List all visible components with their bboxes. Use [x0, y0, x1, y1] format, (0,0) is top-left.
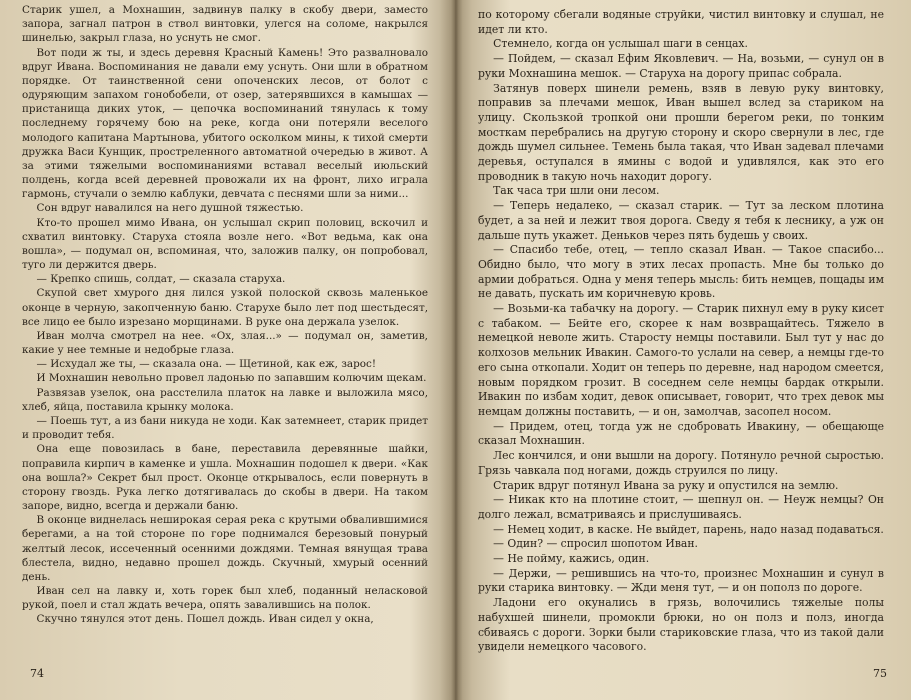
paragraph: Скупой свет хмурого дня лился узкой полоской сквозь маленькое оконце в черную, закопченную баню. Старухе было лет под шестьдесят, все лицо ее было изрезано морщинами. В руке она держала узелок. — [22, 287, 428, 328]
paragraph: — Пойдем, — сказал Ефим Яковлевич. — На, возьми, — сунул он в руки Мохнашина мешок. — Старуха на дорогу припас собрала. — [478, 52, 884, 80]
paragraph: — Придем, отец, тогда уж не сдобровать Ивакину, — обещающе сказал Мохнашин. — [478, 419, 884, 448]
paragraph: В оконце виднелась неширокая серая река с крутыми обвалившимися берегами, а на той стороне по горе поднимался березовый понурый желтый лесок, иссеченный осенними дождями. Темная вянущая трава блестела, видно, недавно прошел дождь. Скучный, хмурый осенний день. — [22, 514, 428, 583]
paragraph: Сон вдруг навалился на него душной тяжестью. — [36, 202, 304, 215]
right-page — [456, 0, 911, 700]
paragraph: Иван сел на лавку и, хоть горек был хлеб, поданный неласковой рукой, поел и стал ждать вечера, опять завалившись на полок. — [22, 585, 428, 612]
paragraph: Вот поди ж ты, и здесь деревня Красный Камень! Это развалновало вдруг Ивана. Воспоминания не давали ему уснуть. Они шли в обратном порядке. От таинственной сени опоченских лесов, от болот с одуряющим запахом гонобобели, от озер, затерявшихся в камышах — пристанища диких уток, — цепочка воспоминаний тянулась к тому последнему горячему бою на реке, когда они потеряли веселого молодого капитана Мартынова, убитого осколком мины, к тихой смерти дружка Васи Кунщик, простреленного автоматной очередью в живот. А за этими тяжелыми воспоминаниями вставал веселый июльский полдень, когда всей деревней провожали их на фронт, лихо играла гармонь, стучали о землю каблуки, девчата с песнями шли за ними... — [22, 46, 428, 201]
paragraph: Стемнело, когда он услышал шаги в сенцах. — [493, 37, 748, 51]
paragraph: И Мохнашин невольно провел ладонью по запавшим колючим щекам. — [36, 372, 427, 385]
paragraph: по которому сбегали водяные струйки, чистил винтовку и слушал, не идет ли кто. — [478, 8, 884, 36]
paragraph: — Исхудал же ты, — сказала она. — Щетиной, как еж, зарос! — [36, 358, 377, 371]
paragraph: — Возьми-ка табачку на дорогу. — Старик пихнул ему в руку кисет с табаком. — Бейте его, скорее к нам возвращайтесь. Тяжело в немецкой неволе жить. Старосту немцы поставили. Был тут у нас до колхозов мельник Ивакин. Самого-то услали на север, а немцы где-то его сына откопали. Ходит он теперь по деревне, над народом смеется, новым порядком грозит. В соседнем селе немцы бардак открыли. Ивакин по избам ходит, девок описывает, говорит, что трех девок мы немцам должны поставить, — и он, замолчав, засопел носом. — [478, 302, 884, 418]
paragraph: Затянув поверх шинели ремень, взяв в левую руку винтовку, поправив за плечами мешок, Иван вышел вслед за стариком на улицу. Скользкой тропкой они прошли берегом реки, по тонким мосткам перебрались на другую сторону и скоро свернули в лес, где дождь шумел сильнее. Темень была такая, что Иван задевал плечами деревья, оступался в ямины с водой и удивлялся, как это его проводник в такую ночь находит дорогу. — [478, 81, 884, 183]
paragraph: — Никак кто на плотине стоит, — шепнул он. — Неуж немцы? Он долго лежал, всматриваясь и прислушиваясь. — [478, 493, 884, 521]
paragraph: — Один? — спросил шопотом Иван. — [493, 537, 698, 551]
paragraph: Лес кончился, и они вышли на дорогу. Потянуло речной сыростью. Грязь чавкала под ногами, дождь струился по лицу. — [478, 449, 884, 477]
right-page-text — [478, 8, 884, 655]
paragraph: Кто-то прошел мимо Ивана, он услышал скрип половиц, вскочил и схватил винтовку. Старуха стояла возле него. «Вот ведьма, как она вошла», — подумал он, вспоминая, что, заложив палку, он попробовал, туго ли держится дверь. — [22, 216, 428, 272]
left-page-text — [22, 3, 428, 627]
paragraph: Ладони его окунались в грязь, волочились тяжелые полы набухшей шинели, промокли брюки, но он полз и полз, иногда сбиваясь с дороги. Зорки были стариковские глаза, что из такой дали увидели немецкого часового. — [478, 596, 884, 654]
paragraph: — Теперь недалеко, — сказал старик. — Тут за леском плотина будет, а за ней и лежит твоя дорога. Сведу я тебя к леснику, а уж он дальше путь укажет. Деньков через пять будешь у своих. — [478, 199, 884, 242]
paragraph: Так часа три шли они лесом. — [493, 184, 660, 198]
paragraph: — Крепко спишь, солдат, — сказала старуха. — [36, 273, 286, 286]
left-page — [0, 0, 455, 700]
page-number-right: 75 — [873, 667, 887, 680]
paragraph: — Поешь тут, а из бани никуда не ходи. Как затемнеет, старик придет и проводит тебя. — [22, 414, 428, 442]
paragraph: Скучно тянулся этот день. Пошел дождь. Иван сидел у окна, — [36, 613, 374, 626]
page-number-left: 74 — [30, 667, 44, 680]
paragraph: Старик ушел, а Мохнашин, задвинув палку в скобу двери, заместо запора, загнал патрон в ствол винтовки, улегся на соломе, накрылся шинелью, закрыл глаза, но уснуть не смог. — [22, 4, 428, 45]
paragraph: — Не пойму, кажись, один. — [493, 552, 650, 566]
paragraph: — Немец ходит, в каске. Не выйдет, парень, надо назад подаваться. — [493, 522, 884, 536]
paragraph: Развязав узелок, она расстелила платок на лавке и выложила мясо, хлеб, яйца, поставила крынку молока. — [22, 386, 428, 413]
paragraph: — Держи, — решившись на что-то, произнес Мохнашин и сунул в руки старика винтовку. — Жди меня тут, — и он пополз по дороге. — [478, 566, 884, 595]
paragraph: Иван молча смотрел на нее. «Ох, злая...» — подумал он, заметив, какие у нее темные и недобрые глаза. — [22, 329, 428, 357]
paragraph: — Спасибо тебе, отец, — тепло сказал Иван. — Такое спасибо... Обидно было, что могу в этих лесах пропасть. Мне бы только до армии добраться. Одна у меня теперь мысль: бить немцев, пощады им не давать, пускать им коричневую кровь. — [478, 243, 884, 301]
paragraph: Она еще повозилась в бане, переставила деревянные шайки, поправила кирпич в каменке и ушла. Мохнашин подошел к двери. «Как она вошла?» Секрет был прост. Оконце открывалось, если повернуть в сторону гвоздь. Рука легко дотягивалась до скобы в двери. На таком запоре, видно, всегда и держали баню. — [22, 443, 428, 513]
paragraph: Старик вдруг потянул Ивана за руку и опустился на землю. — [493, 478, 839, 492]
